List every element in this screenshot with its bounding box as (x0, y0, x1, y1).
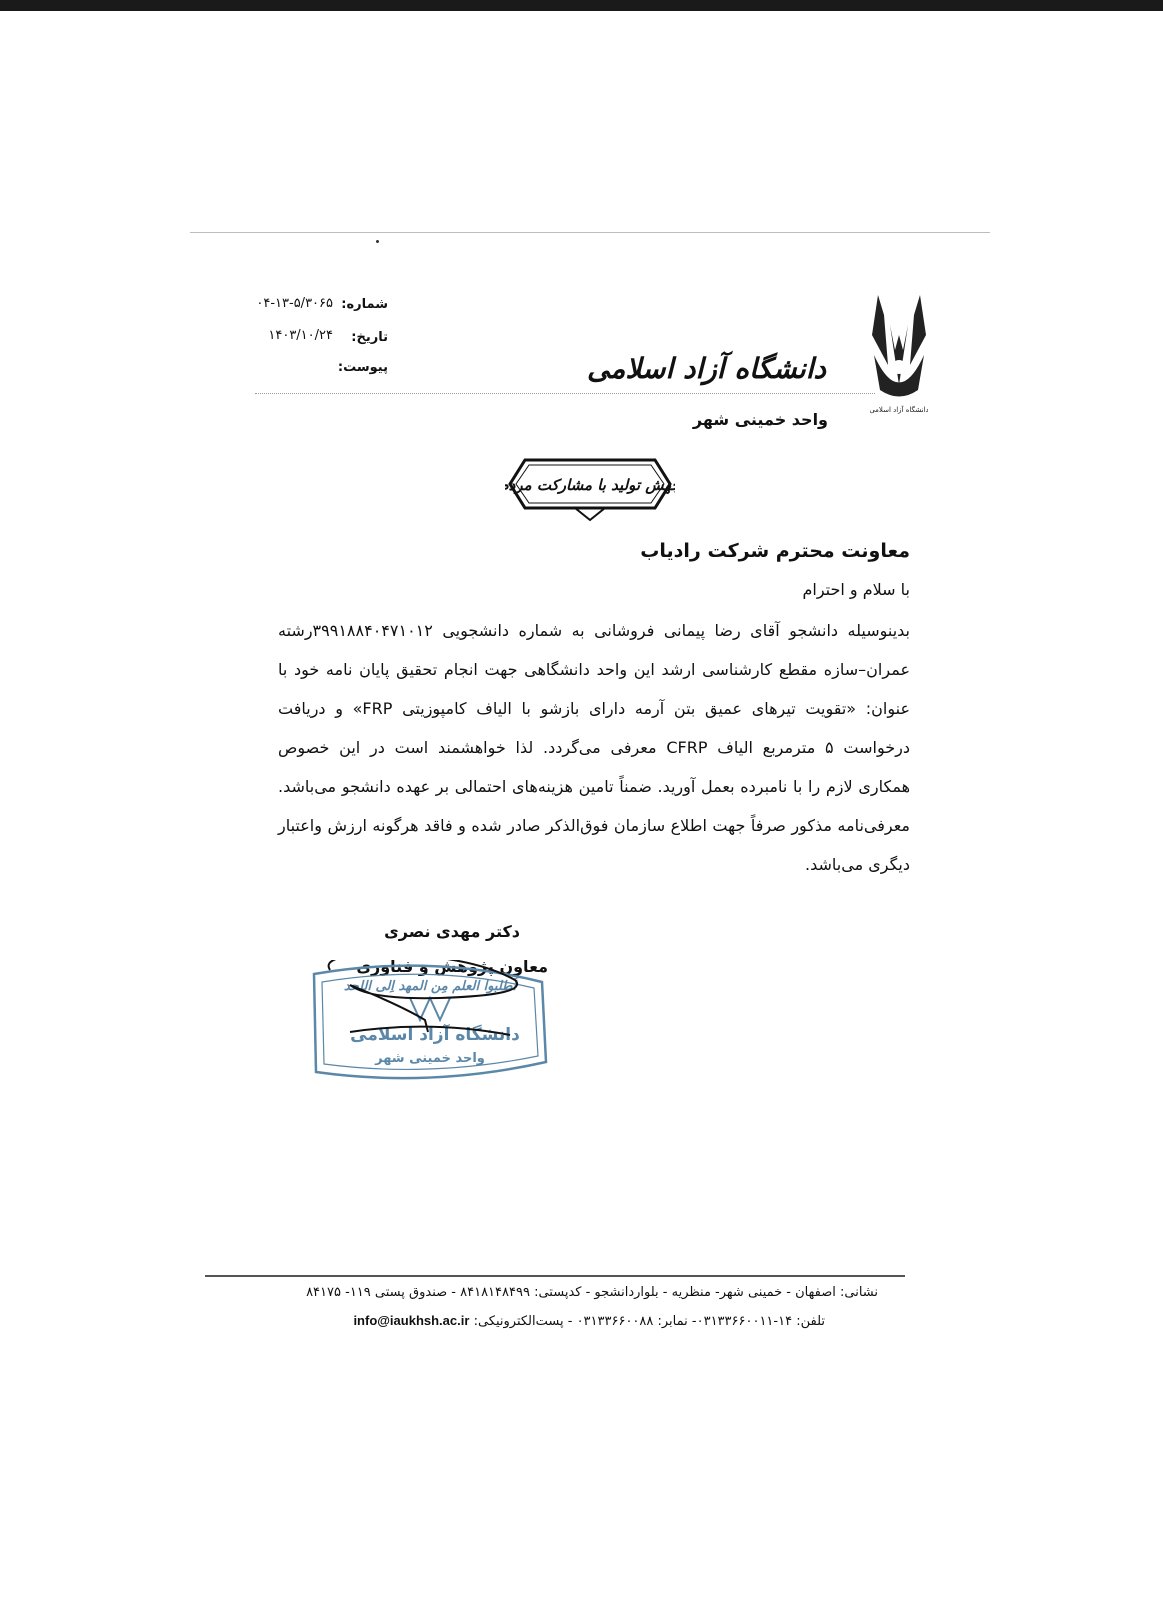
letter-body: بدینوسیله دانشجو آقای رضا پیمانی فروشانی به شماره دانشجویی ۳۹۹۱۸۸۴۰۴۷۱۰۱۲رشته عمران–سازه مقطع کارشناسی ارشد این واحد دانشگاهی جهت انجام تحقیق پایان نامه خود با عنوان: «تقویت تیرهای عمیق بتن آرمه دارای بازشو با الیاف کامپوزیتی FRP» و دریافت درخواست ۵ مترمربع الیاف CFRP معرفی می‌گردد. لذا خواهشمند است در این خصوص همکاری لازم را با نامبرده بعمل آورید. ضمناً تامین هزینه‌های احتمالی بر عهده دانشجو می‌باشد. معرفی‌نامه مذکور صرفاً جهت اطلاع سازمان فوق‌الذکر صادر شده و فاقد هرگونه ارزش واعتبار دیگری می‌باشد. (278, 621, 910, 874)
branch-name: واحد خمینی شهر (692, 410, 828, 429)
footer-email[interactable]: info@iaukhsh.ac.ir (353, 1313, 470, 1328)
number-value: ۰۴-۱۳-۵/۳۰۶۵ (256, 296, 333, 311)
date-value: ۱۴۰۳/۱۰/۲۴ (268, 328, 333, 343)
footer-divider (205, 1275, 905, 1277)
date-label: تاریخ: (351, 330, 388, 345)
official-stamp (310, 960, 550, 1089)
signer-title: معاون پژوهش و فناوری (356, 957, 548, 976)
greeting: با سلام و احترام (802, 580, 910, 599)
number-label: شماره: (341, 297, 388, 312)
university-name: دانشگاه آزاد اسلامی (586, 352, 826, 385)
header-divider (190, 232, 990, 233)
logo-caption: دانشگاه آزاد اسلامی (870, 406, 928, 414)
stamp-bottom-text: واحد خمینی شهر (375, 1051, 485, 1066)
footer-contact-text: تلفن: ۱۴-۰۳۱۳۳۶۶۰۰۱۱- نمابر: ۰۳۱۳۳۶۶۰۰۸۸ - پست‌الکترونیکی: (473, 1314, 825, 1329)
slogan-text: جهش تولید با مشارکت مردم (505, 476, 675, 494)
footer-address: نشانی: اصفهان - خمینی شهر- منظریه - بلواردانشجو - کدپستی: ۸۴۱۸۱۴۸۴۹۹ - صندوق پستی ۱۱۹- ۸۴۱۷۵ (306, 1285, 878, 1300)
scan-dot (376, 240, 379, 243)
addressee: معاونت محترم شرکت رادیاب (640, 540, 910, 562)
header-dotted-divider (255, 393, 875, 394)
slogan-badge (505, 452, 675, 526)
stamp-emblem (410, 998, 450, 1020)
university-logo (870, 295, 928, 419)
stamp-top-text: اُطلبوا العلم مِن المهد اِلی اللحد (343, 979, 517, 994)
signer-name: دکتر مهدی نصری (384, 922, 520, 941)
footer-contact (353, 1313, 825, 1329)
page-top-edge (0, 0, 1163, 11)
attachment-label: پیوست: (337, 360, 388, 375)
stamp-middle-text: دانشگاه آزاد اسلامی (350, 1025, 520, 1045)
